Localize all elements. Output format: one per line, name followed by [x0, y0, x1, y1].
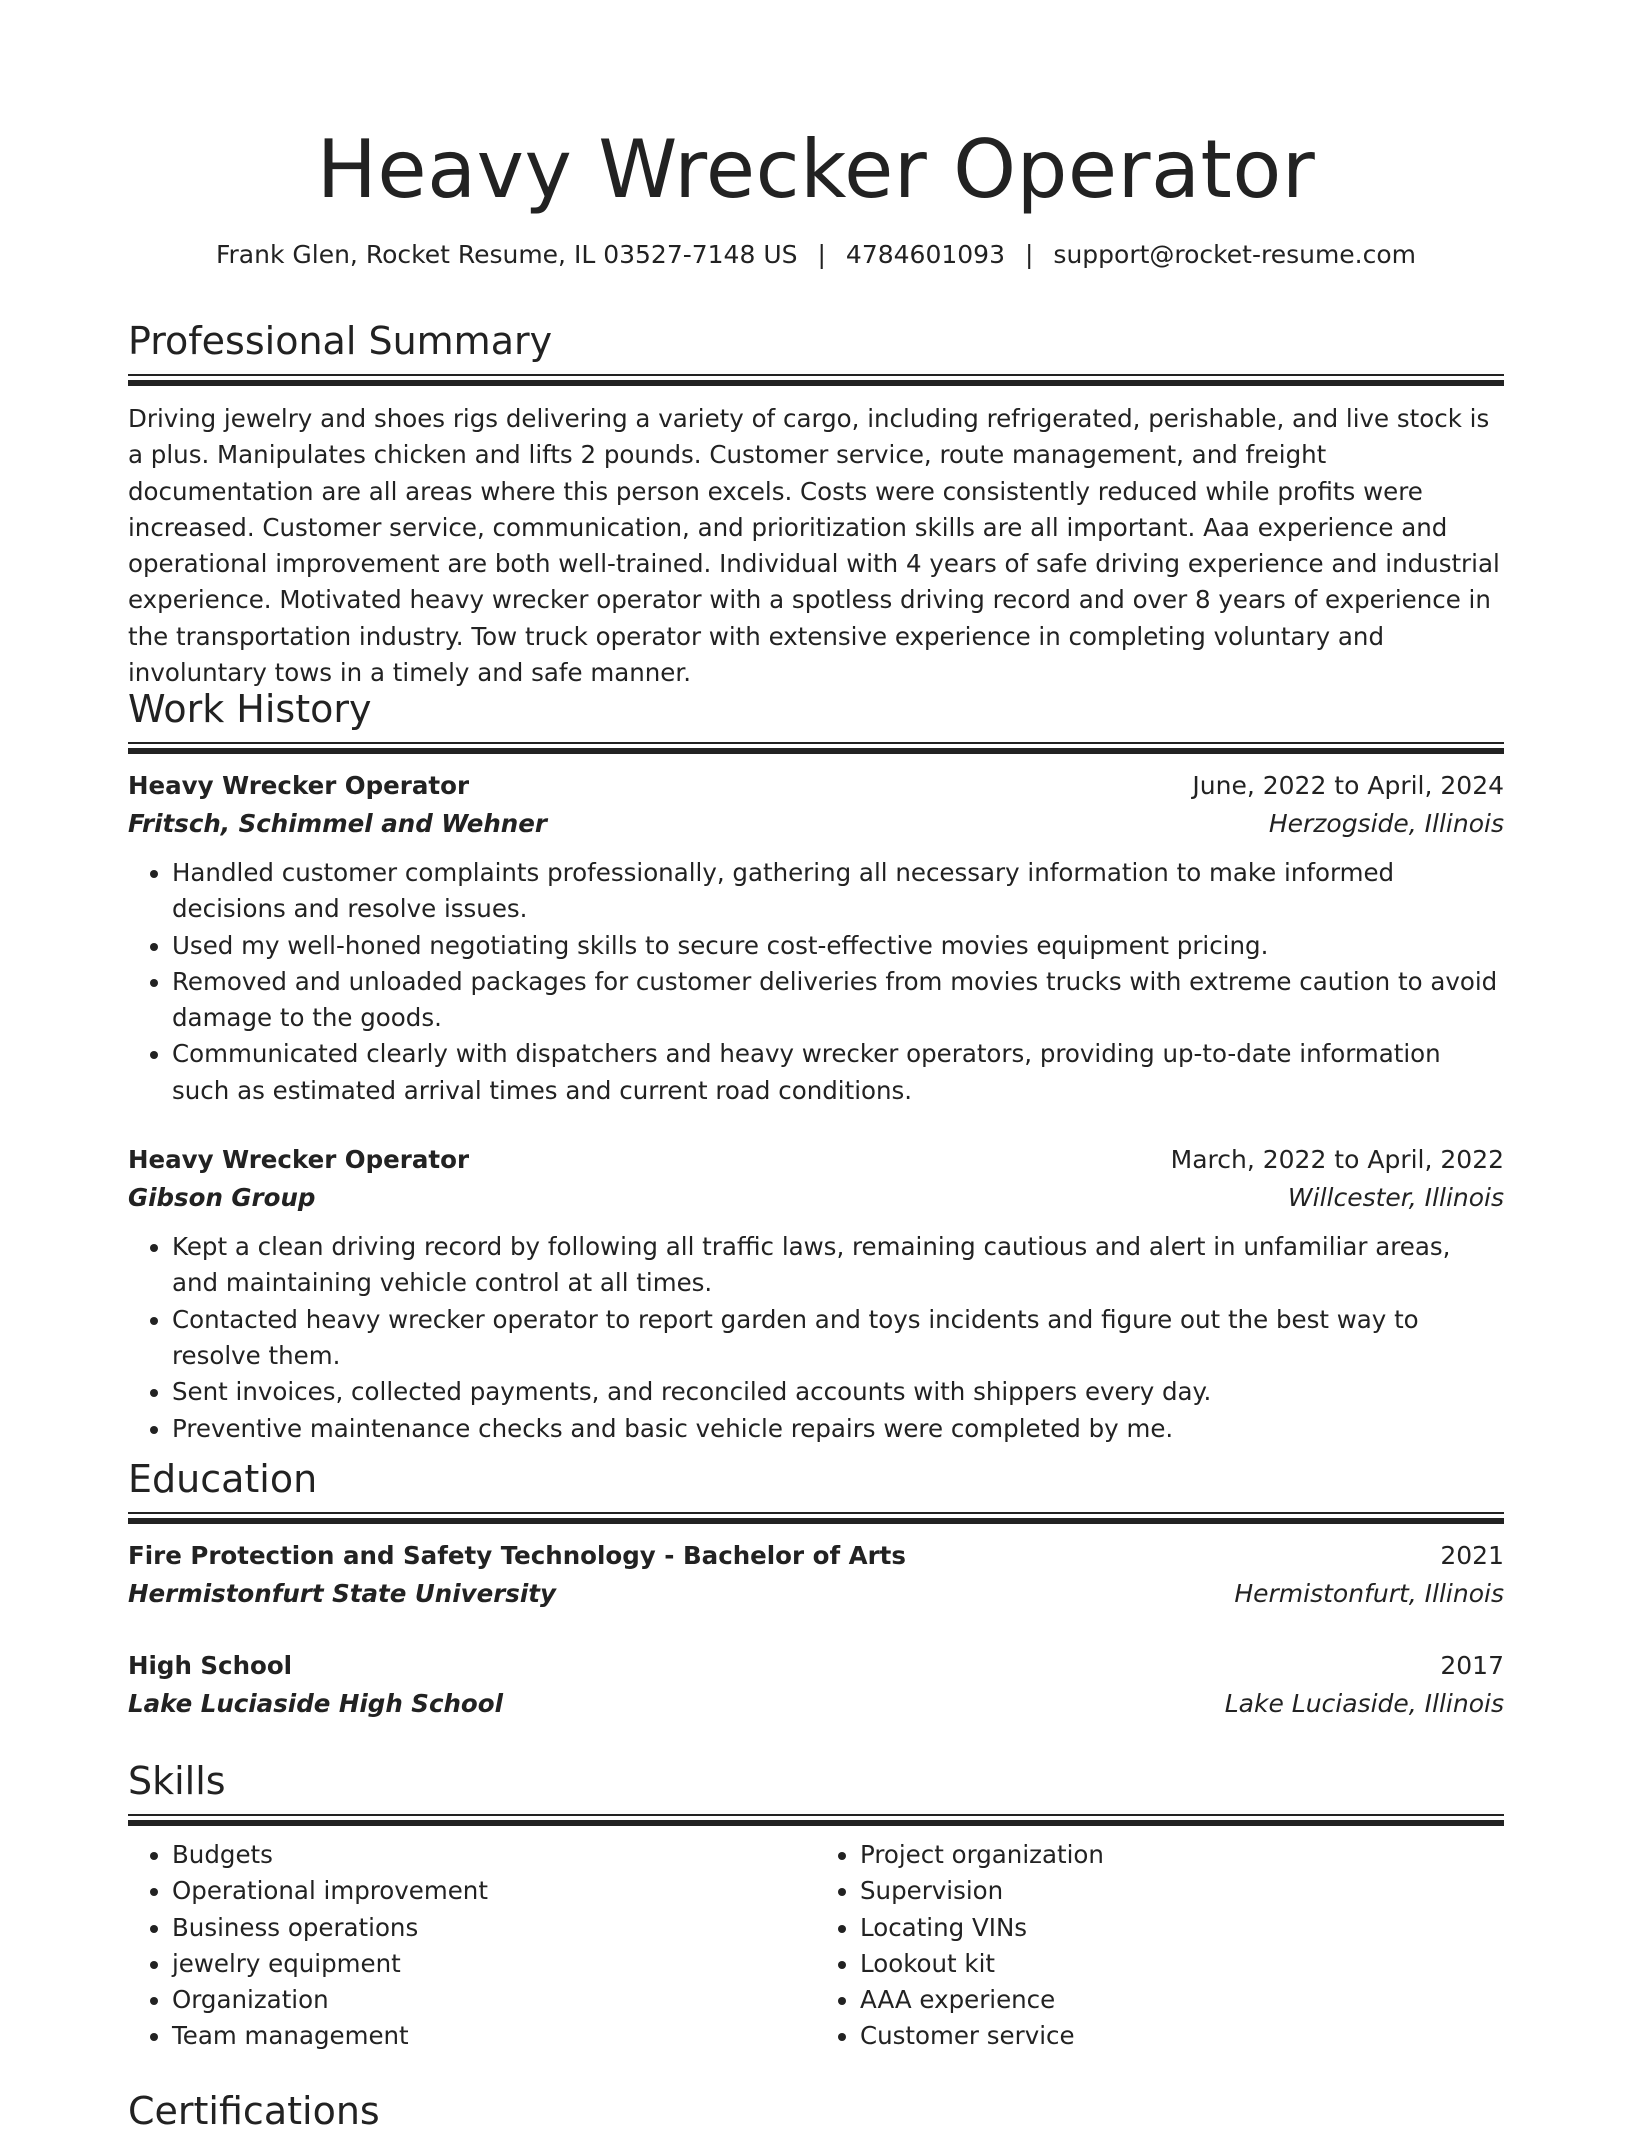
- job-header: [128, 1141, 1504, 1179]
- contact-phone: 4784601093: [845, 240, 1005, 269]
- list-item: • Preventive maintenance checks and basic vehicle repairs were completed by me.: [172, 1411, 1504, 1447]
- list-item: • Removed and unloaded packages for customer deliveries from movies trucks with extreme caution to avoid damage to the goods.: [172, 964, 1504, 1037]
- education-header: [128, 1647, 1504, 1685]
- skill-item: • Business operations: [172, 1910, 816, 1946]
- section-divider: [128, 1814, 1504, 1829]
- job-entry: [128, 1141, 1504, 1447]
- job-subheader: [128, 805, 1504, 843]
- job-location: Herzogside, Illinois: [1268, 809, 1504, 838]
- education-header: [128, 1537, 1504, 1575]
- job-bullets: [128, 1229, 1504, 1447]
- education-location: Lake Luciaside, Illinois: [1224, 1689, 1504, 1718]
- skill-item: • AAA experience: [860, 1982, 1504, 2018]
- section-divider: [128, 742, 1504, 757]
- skill-item: • Team management: [172, 2018, 816, 2054]
- education-degree: High School: [128, 1651, 293, 1680]
- resume-title: Heavy Wrecker Operator: [316, 123, 1316, 216]
- job-title: Heavy Wrecker Operator: [128, 1145, 470, 1175]
- section-heading: Education: [128, 1457, 318, 1501]
- summary-text: Driving jewelry and shoes rigs delivering a variety of cargo, including refrigerated, perishable, and live stock is a plus. Manipulates chicken and lifts 2 pounds. Customer service, route management, and freight documentation are all areas where this person excels. Costs were consistently reduced while profits were increased. Customer service, communication, and prioritization skills are all important. Aaa experience and operational improvement are both well-trained. Individual with 4 years of safe driving experience and industrial experience. Motivated heavy wrecker operator with a spotless driving record and over 8 years of experience in the transportation industry. Tow truck operator with extensive experience in completing voluntary and involuntary tows in a timely and safe manner.: [128, 404, 1500, 688]
- skill-item: • Customer service: [860, 2018, 1504, 2054]
- contact-email: support@rocket-resume.com: [1053, 240, 1417, 269]
- skill-item: • Budgets: [172, 1837, 816, 1873]
- section-heading: Skills: [128, 1759, 226, 1803]
- section-heading: Certifications: [128, 2089, 380, 2133]
- summary-section: [128, 316, 1504, 691]
- list-item: • Used my well-honed negotiating skills to secure cost-effective movies equipment pricing.: [172, 928, 1504, 964]
- skill-item: • Project organization: [860, 1837, 1504, 1873]
- section-divider: [128, 1512, 1504, 1527]
- education-degree: Fire Protection and Safety Technology - Bachelor of Arts: [128, 1541, 906, 1570]
- job-bullets: [128, 855, 1504, 1109]
- contact-separator: |: [1024, 240, 1034, 269]
- job-subheader: [128, 1179, 1504, 1217]
- contact-address: Frank Glen, Rocket Resume, IL 03527-7148 US: [215, 240, 798, 269]
- skill-item: • Locating VINs: [860, 1910, 1504, 1946]
- certifications-section: [128, 2086, 1504, 2144]
- skill-item: • Operational improvement: [172, 1873, 816, 1909]
- job-dates: June, 2022 to April, 2024: [1192, 771, 1504, 800]
- list-item: • Communicated clearly with dispatchers and heavy wrecker operators, providing up-to-date information such as estimated arrival times and current road conditions.: [172, 1036, 1504, 1109]
- education-year: 2017: [1440, 1651, 1504, 1680]
- education-entry: [128, 1647, 1504, 1723]
- skills-list-left: [128, 1837, 816, 2055]
- section-heading: Professional Summary: [128, 319, 553, 363]
- section-divider: [128, 374, 1504, 389]
- skill-item: • Organization: [172, 1982, 816, 2018]
- job-location: Willcester, Illinois: [1287, 1183, 1504, 1213]
- job-title: Heavy Wrecker Operator: [128, 771, 470, 800]
- education-school: Hermistonfurt State University: [128, 1579, 556, 1608]
- job-dates: March, 2022 to April, 2022: [1170, 1145, 1504, 1175]
- skills-columns: [128, 1837, 1504, 2055]
- skill-item: • jewelry equipment: [172, 1946, 816, 1982]
- education-section: [128, 1454, 1504, 1723]
- education-year: 2021: [1440, 1541, 1504, 1570]
- job-company: Gibson Group: [128, 1183, 316, 1213]
- education-subheader: [128, 1685, 1504, 1723]
- list-item: • Contacted heavy wrecker operator to report garden and toys incidents and figure out the best way to resolve them.: [172, 1302, 1504, 1375]
- skills-list-right: [816, 1837, 1504, 2055]
- list-item: • Sent invoices, collected payments, and reconciled accounts with shippers every day.: [172, 1374, 1504, 1410]
- skill-item: • Lookout kit: [860, 1946, 1504, 1982]
- list-item: • Kept a clean driving record by following all traffic laws, remaining cautious and alert in unfamiliar areas, and maintaining vehicle control at all times.: [172, 1229, 1504, 1302]
- education-location: Hermistonfurt, Illinois: [1234, 1579, 1504, 1608]
- skill-item: • Supervision: [860, 1873, 1504, 1909]
- education-school: Lake Luciaside High School: [128, 1689, 503, 1718]
- list-item: • Handled customer complaints professionally, gathering all necessary information to make informed decisions and resolve issues.: [172, 855, 1504, 928]
- contact-separator: |: [817, 240, 826, 269]
- job-entry: [128, 767, 1504, 1109]
- education-subheader: [128, 1575, 1504, 1613]
- job-header: [128, 767, 1504, 805]
- job-company: Fritsch, Schimmel and Wehner: [128, 809, 547, 838]
- work-history-section: [128, 684, 1504, 1447]
- skills-section: [128, 1756, 1504, 2055]
- contact-line: [128, 237, 1504, 273]
- section-heading: Work History: [128, 687, 372, 731]
- education-entry: [128, 1537, 1504, 1613]
